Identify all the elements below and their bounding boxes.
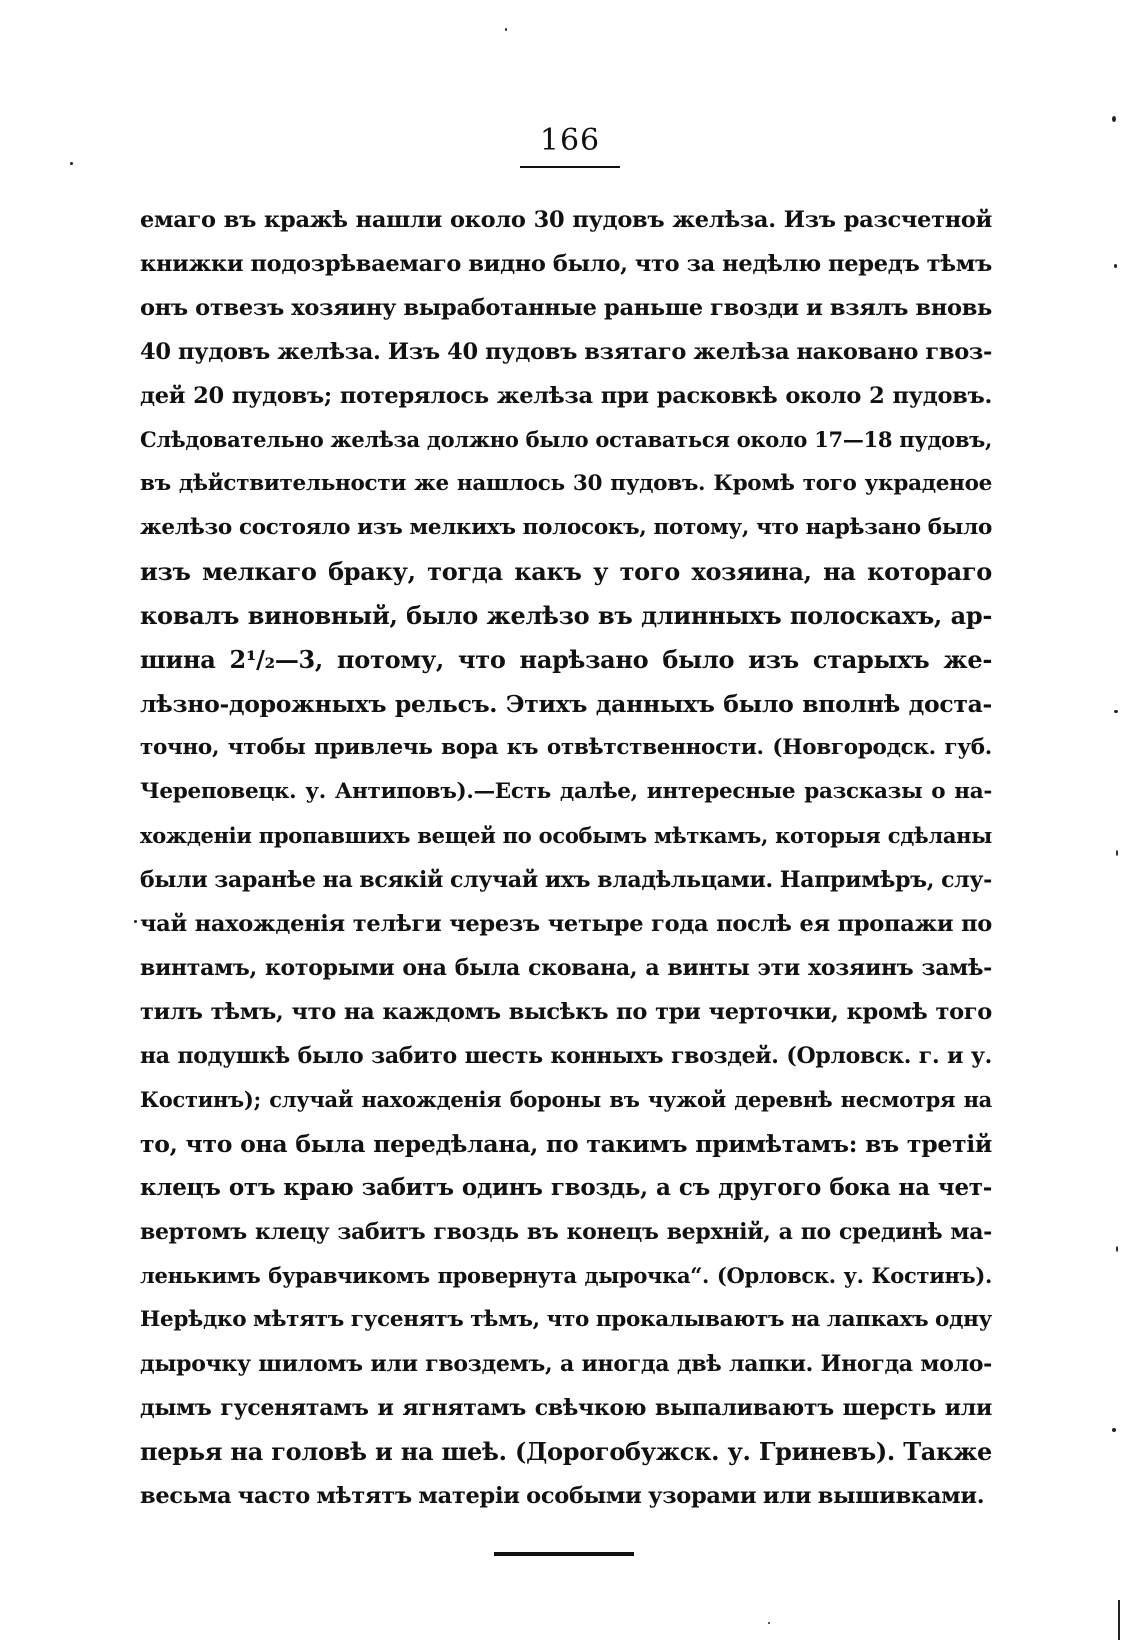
text-line: шина 2¹/₂—3, потому, что нарѣзано было изъ старыхъ же- (140, 645, 992, 674)
text-line: Череповецк. у. Антиповъ).—Есть далѣе, интересные разсказы о на- (140, 779, 992, 804)
scan-speck (134, 920, 137, 923)
text-line: перья на головѣ и на шеѣ. (Дорогобужск. у. Гриневъ). Также (140, 1437, 992, 1466)
text-line: весьма часто мѣтятъ матеріи особыми узорами или вышивками. (140, 1483, 985, 1509)
text-line: лѣзно-дорожныхъ рельсъ. Этихъ данныхъ было вполнѣ доста- (140, 690, 992, 718)
text-line: на подушкѣ было забито шесть конныхъ гвоздей. (Орловск. г. и у. (140, 1043, 992, 1069)
page-number-underline (520, 166, 620, 168)
text-line: желѣзо состояло изъ мелкихъ полосокъ, потому, что нарѣзано было (140, 515, 992, 540)
text-line: Нерѣдко мѣтятъ гусенятъ тѣмъ, что прокалываютъ на лапкахъ одну (140, 1307, 992, 1332)
text-line: тилъ тѣмъ, что на каждомъ высѣкъ по три черточки, кромѣ того (140, 999, 992, 1025)
scan-speck (1114, 264, 1117, 268)
scan-speck (1118, 1600, 1120, 1640)
text-line: винтамъ, которыми она была скована, а винты эти хозяинъ замѣ- (140, 955, 992, 981)
text-line: емаго въ кражѣ нашли около 30 пудовъ желѣза. Изъ разсчетной (140, 207, 992, 233)
body-text (140, 198, 992, 1518)
text-line: вертомъ клецу забитъ гвоздь въ конецъ верхній, а по срединѣ ма- (140, 1219, 992, 1245)
scan-speck (1114, 710, 1118, 713)
text-line: были заранѣе на всякій случай ихъ владѣльцами. Напримѣръ, слу- (140, 867, 992, 893)
scan-speck (1112, 1428, 1116, 1432)
text-line: хожденіи пропавшихъ вещей по особымъ мѣткамъ, которыя сдѣланы (140, 823, 992, 848)
text-line: онъ отвезъ хозяину выработанные раньше гвозди и взялъ вновь (140, 295, 992, 321)
text-line: ковалъ виновный, было желѣзо въ длинныхъ полоскахъ, ар- (140, 601, 992, 630)
text-line: то, что она была передѣлана, по такимъ примѣтамъ: въ третій (140, 1130, 992, 1158)
text-line: изъ мелкаго браку, тогда какъ у того хозяина, на котораго (140, 557, 992, 586)
page-number: 166 (539, 123, 601, 158)
text-line: клецъ отъ краю забитъ одинъ гвоздь, а съ другого бока на чет- (140, 1174, 992, 1201)
text-line: ленькимъ буравчикомъ провернута дырочка“. (Орловск. у. Костинъ). (140, 1263, 992, 1288)
text-line: дырочку шиломъ или гвоздемъ, а иногда двѣ лапки. Иногда моло- (140, 1351, 992, 1377)
text-line: Костинъ); случай нахожденія бороны въ чужой деревнѣ несмотря на (140, 1087, 992, 1112)
text-line: дымъ гусенятамъ и ягнятамъ свѣчкою выпаливаютъ шерсть или (140, 1395, 992, 1421)
text-line: чай нахожденія телѣги черезъ четыре года послѣ ея пропажи по (140, 911, 992, 937)
scan-speck (1116, 1246, 1118, 1252)
end-rule (494, 1552, 634, 1556)
text-line: 40 пудовъ желѣза. Изъ 40 пудовъ взятаго желѣза наковано гвоз- (140, 339, 992, 365)
scan-speck (1112, 116, 1116, 122)
text-line: точно, чтобы привлечь вора къ отвѣтственности. (Новгородск. губ. (140, 735, 992, 760)
text-line: дей 20 пудовъ; потерялось желѣза при расковкѣ около 2 пудовъ. (140, 383, 992, 409)
text-line: Слѣдовательно желѣза должно было оставаться около 17—18 пудовъ, (140, 427, 992, 452)
text-line: книжки подозрѣваемаго видно было, что за недѣлю передъ тѣмъ (140, 251, 992, 277)
scan-speck (505, 28, 507, 31)
scan-speck (1116, 850, 1118, 856)
scan-speck (70, 162, 73, 165)
text-line: въ дѣйствительности же нашлось 30 пудовъ. Кромѣ того украденое (140, 471, 992, 496)
scan-speck (768, 1622, 770, 1624)
